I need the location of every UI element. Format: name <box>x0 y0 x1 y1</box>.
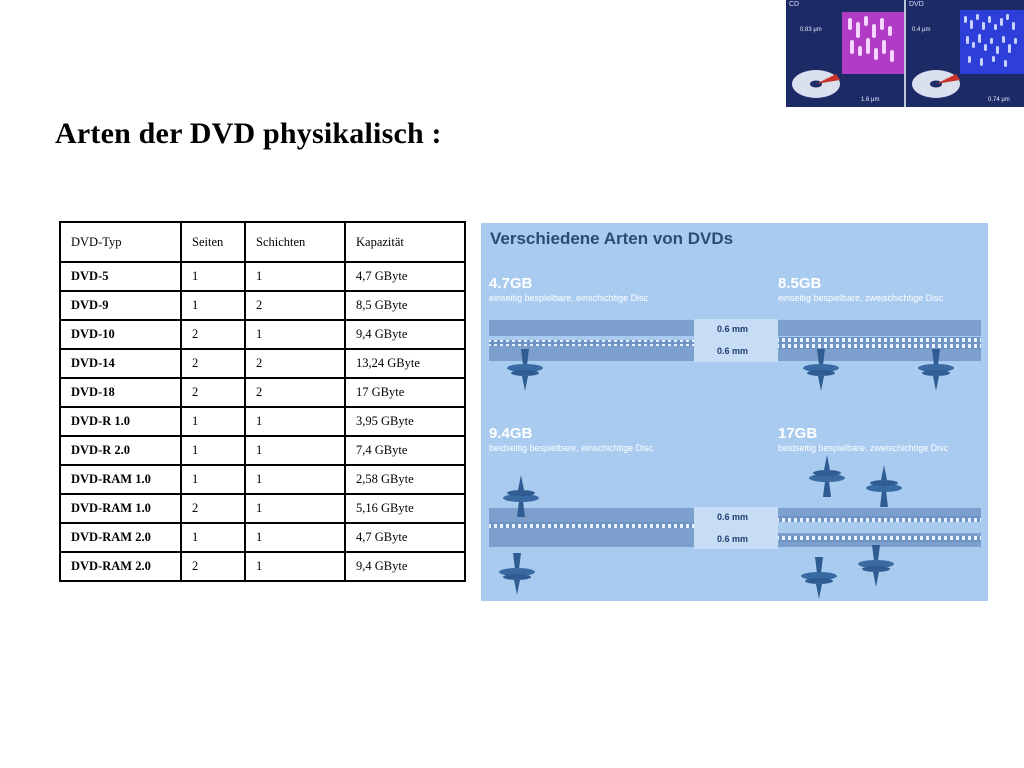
cell-kapazitaet: 5,16 GByte <box>345 494 465 523</box>
cell-seiten: 2 <box>181 320 245 349</box>
double-sided-disc <box>489 455 981 599</box>
thickness-label: 0.6 mm <box>717 534 749 544</box>
cell-dvd-typ: DVD-9 <box>60 291 181 320</box>
variant-4-7gb <box>489 275 648 303</box>
thickness-label: 0.6 mm <box>717 346 749 356</box>
variant-description: einseitig bespielbare, einschichtige Disc <box>489 293 649 303</box>
thickness-label: 0.6 mm <box>717 324 749 334</box>
dvd-pit-length: 0.74 µm <box>988 97 1010 103</box>
variant-17gb <box>778 425 948 453</box>
cell-schichten: 2 <box>245 378 345 407</box>
cell-dvd-typ: DVD-14 <box>60 349 181 378</box>
table-row <box>60 378 465 407</box>
table-row <box>60 262 465 291</box>
variant-size: 4.7GB <box>489 275 533 292</box>
dvd-pits-graphic <box>906 0 1024 107</box>
cell-kapazitaet: 13,24 GByte <box>345 349 465 378</box>
cell-seiten: 2 <box>181 552 245 581</box>
cell-kapazitaet: 3,95 GByte <box>345 407 465 436</box>
cell-schichten: 2 <box>245 291 345 320</box>
dvd-types-illustration <box>481 223 988 601</box>
table-row <box>60 552 465 581</box>
cell-seiten: 1 <box>181 407 245 436</box>
cd-pits-graphic <box>786 0 904 107</box>
cell-seiten: 2 <box>181 494 245 523</box>
cell-dvd-typ: DVD-RAM 2.0 <box>60 523 181 552</box>
variant-description: beidseitig bespielbare, einschichtige Disc <box>489 443 654 453</box>
cell-seiten: 1 <box>181 436 245 465</box>
cell-dvd-typ: DVD-RAM 1.0 <box>60 494 181 523</box>
cell-dvd-typ: DVD-RAM 1.0 <box>60 465 181 494</box>
header-kapazitaet: Kapazität <box>345 222 465 262</box>
page-title: Arten der DVD physikalisch : <box>55 117 442 150</box>
table-row <box>60 349 465 378</box>
cell-dvd-typ: DVD-R 1.0 <box>60 407 181 436</box>
cell-kapazitaet: 7,4 GByte <box>345 436 465 465</box>
cell-seiten: 2 <box>181 378 245 407</box>
cell-schichten: 1 <box>245 436 345 465</box>
table-row <box>60 320 465 349</box>
cell-dvd-typ: DVD-5 <box>60 262 181 291</box>
cell-kapazitaet: 8,5 GByte <box>345 291 465 320</box>
header-seiten: Seiten <box>181 222 245 262</box>
cell-schichten: 1 <box>245 465 345 494</box>
variant-description: beidseitig bespielbare, zweischichtige Disc <box>778 443 949 453</box>
cell-seiten: 1 <box>181 291 245 320</box>
table-row <box>60 523 465 552</box>
variant-size: 8.5GB <box>778 275 822 292</box>
cell-schichten: 1 <box>245 494 345 523</box>
variant-description: einseitig bespielbare, zweischichtige Disc <box>778 293 944 303</box>
cd-dvd-comparison-image <box>786 0 1024 107</box>
cell-dvd-typ: DVD-RAM 2.0 <box>60 552 181 581</box>
cell-schichten: 1 <box>245 320 345 349</box>
variant-8-5gb <box>778 275 943 303</box>
cell-dvd-typ: DVD-18 <box>60 378 181 407</box>
table-row <box>60 465 465 494</box>
cd-panel <box>786 0 904 107</box>
cell-kapazitaet: 9,4 GByte <box>345 552 465 581</box>
cell-schichten: 1 <box>245 523 345 552</box>
variant-size: 17GB <box>778 425 818 442</box>
cell-kapazitaet: 17 GByte <box>345 378 465 407</box>
table-row <box>60 407 465 436</box>
cell-dvd-typ: DVD-R 2.0 <box>60 436 181 465</box>
thickness-label: 0.6 mm <box>717 512 749 522</box>
cell-dvd-typ: DVD-10 <box>60 320 181 349</box>
cell-schichten: 2 <box>245 349 345 378</box>
dvd-types-table <box>59 221 466 582</box>
cd-label: CD <box>789 1 800 8</box>
header-dvd-typ: DVD-Typ <box>60 222 181 262</box>
table-row <box>60 494 465 523</box>
table-header-row <box>60 222 465 262</box>
cell-schichten: 1 <box>245 552 345 581</box>
dvd-panel <box>906 0 1024 107</box>
cell-seiten: 1 <box>181 262 245 291</box>
cell-seiten: 2 <box>181 349 245 378</box>
cell-kapazitaet: 4,7 GByte <box>345 262 465 291</box>
variant-9-4gb <box>489 425 653 453</box>
dvd-track-pitch: 0.4 µm <box>912 27 931 33</box>
cell-seiten: 1 <box>181 465 245 494</box>
cell-kapazitaet: 4,7 GByte <box>345 523 465 552</box>
variant-size: 9.4GB <box>489 425 533 442</box>
cell-kapazitaet: 9,4 GByte <box>345 320 465 349</box>
cell-kapazitaet: 2,58 GByte <box>345 465 465 494</box>
illustration-heading: Verschiedene Arten von DVDs <box>490 229 734 248</box>
cd-pit-length: 1.6 µm <box>861 97 880 103</box>
cell-seiten: 1 <box>181 523 245 552</box>
table-row <box>60 436 465 465</box>
cell-schichten: 1 <box>245 407 345 436</box>
cd-track-pitch: 0.83 µm <box>800 27 822 33</box>
table-row <box>60 291 465 320</box>
cell-schichten: 1 <box>245 262 345 291</box>
dvd-label: DVD <box>909 1 924 8</box>
header-schichten: Schichten <box>245 222 345 262</box>
